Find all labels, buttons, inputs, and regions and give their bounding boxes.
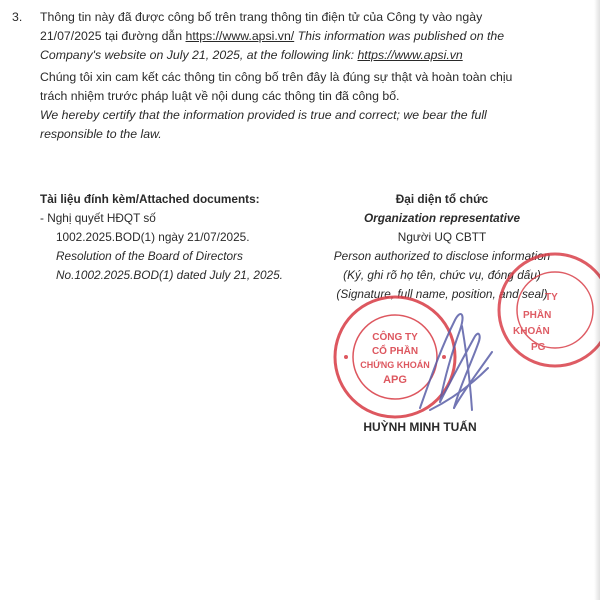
commit-en-line2: responsible to the law. <box>40 127 162 141</box>
commitment-statement <box>40 68 585 144</box>
seal-ring <box>499 254 600 366</box>
rep-role-en: Person authorized to disclose information <box>333 249 551 263</box>
website-link-2[interactable]: https://www.apsi.vn <box>357 48 463 62</box>
rep-sign-vi: (Ký, ghi rõ họ tên, chức vụ, đóng dấu) <box>343 268 541 282</box>
attachments-heading: Tài liệu đính kèm/Attached documents: <box>40 192 260 206</box>
attachment-line2: 1002.2025.BOD(1) ngày 21/07/2025. <box>56 230 250 244</box>
commit-vi-line1: Chúng tôi xin cam kết các thông tin công bố trên đây là đúng sự thật và hoàn toàn chịu <box>40 70 513 84</box>
seal2-word-3: KHOÁN <box>513 326 550 337</box>
item3-english-start: This information was published on the <box>294 29 505 43</box>
rep-role-vi: Người UQ CBTT <box>397 230 487 244</box>
seal2-word-4: PG <box>531 342 546 353</box>
rep-org: Organization representative <box>363 211 521 225</box>
seal2-word-2: PHẦN <box>523 310 552 321</box>
attachment-line3: Resolution of the Board of Directors <box>56 249 243 263</box>
rep-title: Đại diện tổ chức <box>395 192 489 206</box>
attached-documents <box>40 190 310 285</box>
commit-vi-line2: trách nhiệm trước pháp luật về nội dung các thông tin đã công bố. <box>40 89 400 103</box>
seal-line-2: CỔ PHẦN <box>371 346 419 357</box>
commit-en-line1: We hereby certify that the information provided is true and correct; we bear the full <box>40 108 487 122</box>
rep-sign-en: (Signature, full name, position, and seal) <box>336 287 548 301</box>
item3-line1: Thông tin này đã được công bố trên trang thông tin điện tử của Công ty vào ngày <box>40 10 483 24</box>
website-link-1[interactable]: https://www.apsi.vn/ <box>185 29 295 43</box>
item3-english-cont: Company's website on July 21, 2025, at the following link: <box>40 48 358 62</box>
seal2-word-1: TY <box>545 292 558 303</box>
seal-line-1: CÔNG TY <box>372 332 418 343</box>
attachment-line4: No.1002.2025.BOD(1) dated July 21, 2025. <box>56 268 283 282</box>
company-seal-partial <box>495 248 600 378</box>
item-number: 3. <box>12 10 23 24</box>
attachment-line1: - Nghị quyết HĐQT số <box>40 211 156 225</box>
seal-line-3: CHỨNG KHOÁN <box>360 360 430 370</box>
seal-line-4: APG <box>383 374 407 386</box>
page-edge-shadow <box>594 0 600 600</box>
signer-name: HUỲNH MINH TUẤN <box>363 420 477 434</box>
item3-date-text: 21/07/2025 tại đường dẫn <box>40 29 186 43</box>
